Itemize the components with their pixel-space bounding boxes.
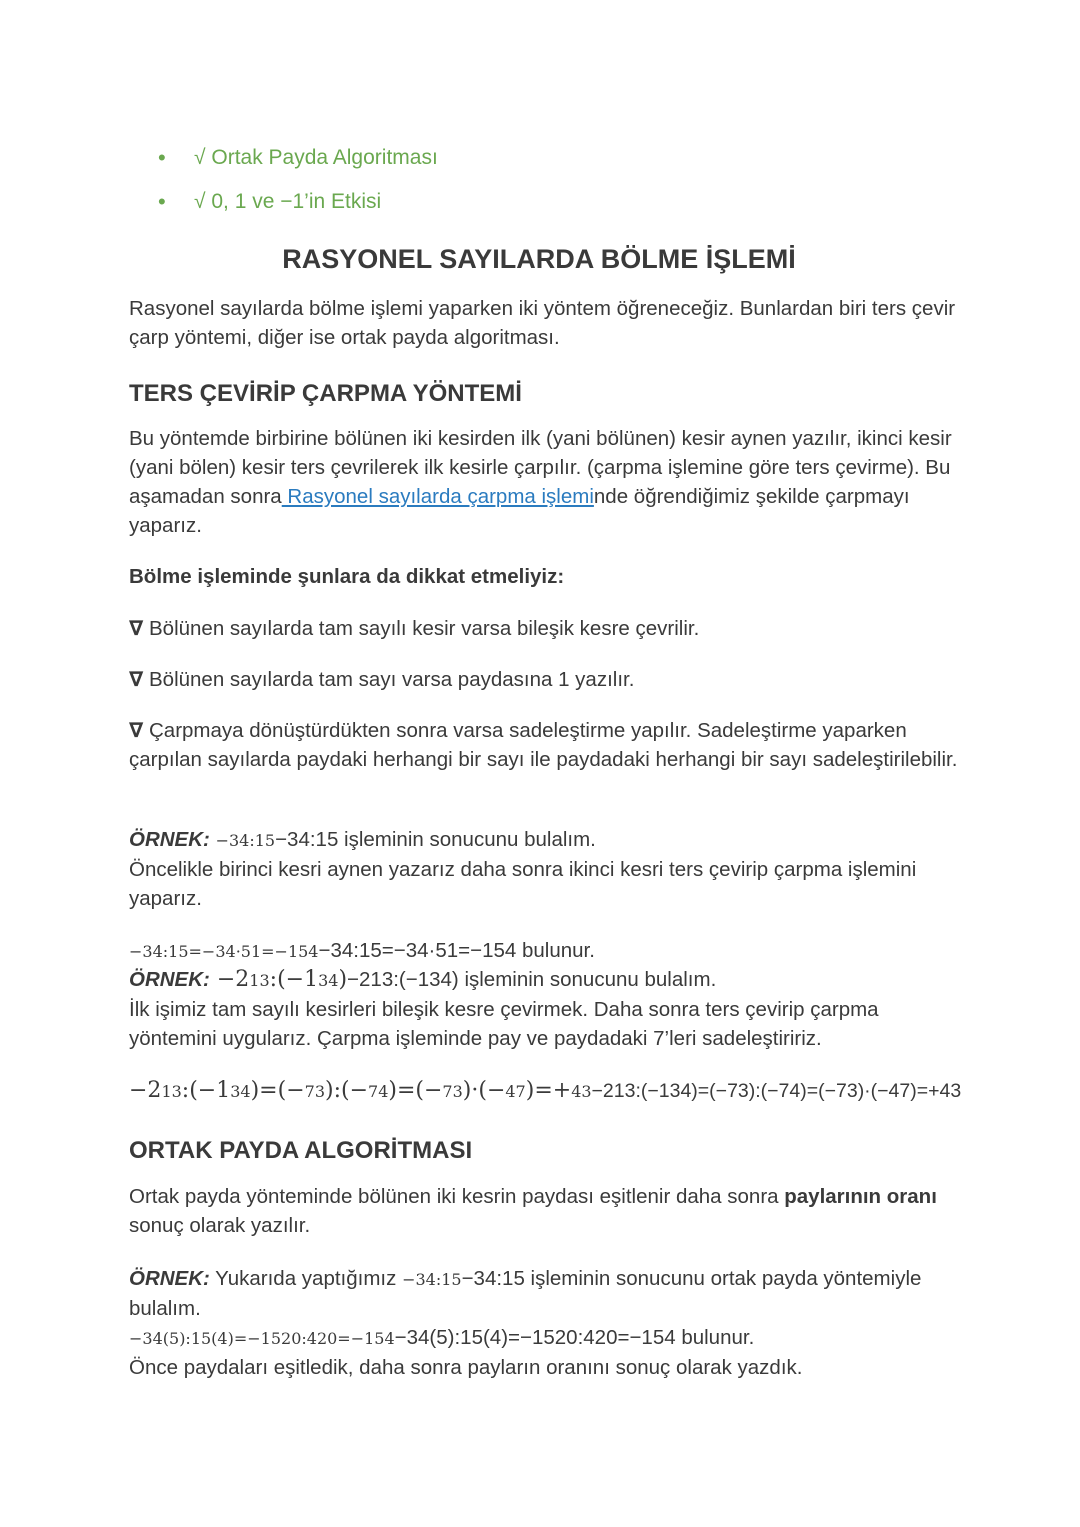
solution-math-part: )=(− — [388, 1078, 443, 1103]
rule-item — [129, 716, 959, 774]
nabla-icon: ∇ — [129, 617, 144, 640]
solution-text: −213:(−134)=(−73):(−74)=(−73)·(−47)=+43 — [591, 1080, 962, 1102]
rule-text: Bölünen sayılarda tam sayılı kesir varsa bileşik kesre çevrilir. — [149, 617, 700, 640]
solution-math-part: 73 — [304, 1082, 325, 1101]
example2 — [129, 965, 959, 1053]
solution-math-part: )·(− — [462, 1078, 506, 1103]
solution-math-part: 74 — [368, 1082, 389, 1101]
bullet-item — [158, 186, 438, 230]
bullet-dot-icon: • — [158, 145, 166, 170]
solution-math-part: 73 — [442, 1082, 463, 1101]
nabla-icon: ∇ — [129, 719, 144, 742]
example-text: −34:15 işleminin sonucunu ortak payda yöntemiyle bulalım. — [129, 1267, 922, 1320]
section2-paragraph — [129, 1182, 959, 1240]
solution-math: −34:15=−34·51=−154 — [129, 942, 319, 961]
example1-solution — [129, 936, 959, 966]
rule-text: Çarpmaya dönüştürdükten sonra varsa sadeleştirme yapılır. Sadeleştirme yaparken çarpılan sayılarda paydaki herhangi bir sayı ile paydadaki herhangi bir sayı sadeleştirilebilir. — [129, 719, 958, 771]
attention-heading: Bölme işleminde şunlara da dikkat etmeliyiz: — [129, 565, 565, 588]
solution-math-part: )=(− — [250, 1078, 305, 1103]
example-explanation: İlk işimiz tam sayılı kesirleri bileşik kesre çevirmek. Daha sonra ters çevirip çarpma yöntemini uygularız. Çarpma işleminde pay ve paydadaki 7’leri sadeleştiririz. — [129, 998, 879, 1050]
example-label: ÖRNEK: — [129, 968, 210, 991]
solution-math-part: 34 — [230, 1082, 251, 1101]
example-math: −34:15 — [215, 831, 276, 850]
section2-text: Ortak payda yönteminde bölünen iki kesrin paydası eşitlenir daha sonra — [129, 1185, 785, 1208]
example-conclusion: Önce paydaları eşitledik, daha sonra payların oranını sonuç olarak yazdık. — [129, 1356, 803, 1379]
solution-text: −34:15=−34·51=−154 bulunur. — [318, 939, 595, 962]
solution-math-part: 43 — [571, 1082, 592, 1101]
solution-math-part: −2 — [129, 1078, 162, 1103]
solution-math: −34(5):15(4)=−1520:420=−154 — [129, 1329, 395, 1348]
section1-text-before-link: Bu yöntemde birbirine bölünen iki kesirden ilk (yani bölünen) kesir aynen yazılır, ikinci kesir (yani bölen) kesir ters çevrilerek ilk kesirle çarpılır. (çarpma işlemine göre ters çevirme). Bu aşamadan sonra — [129, 427, 952, 508]
example1 — [129, 825, 959, 913]
example-text: −213:(−134) işleminin sonucunu bulalım. — [347, 968, 717, 991]
example-explanation: Öncelikle birinci kesri aynen yazarız daha sonra ikinci kesri ters çevirip çarpma işlemini yaparız. — [129, 858, 917, 910]
example-math-part: ) — [338, 967, 348, 992]
section1-text-after-link: nde öğrendiğimiz şekilde çarpmayı yaparız. — [129, 485, 910, 537]
solution-math-part: 13 — [161, 1082, 182, 1101]
rule-item — [129, 614, 959, 643]
section1-heading: TERS ÇEVİRİP ÇARPMA YÖNTEMİ — [129, 380, 522, 407]
summary-bullet-list — [158, 142, 438, 230]
example-math: −34:15 — [402, 1270, 462, 1289]
example-math-part: :(−1 — [269, 967, 319, 992]
example-text: Yukarıda yaptığımız — [209, 1267, 403, 1290]
bullet-item — [158, 142, 438, 186]
solution-math-part: )=+ — [525, 1078, 572, 1103]
example-text: −34:15 işleminin sonucunu bulalım. — [275, 828, 596, 851]
example-math-part: 34 — [318, 971, 339, 990]
solution-math-part: ):(− — [325, 1078, 369, 1103]
example3 — [129, 1264, 959, 1382]
solution-math-part: 47 — [505, 1082, 526, 1101]
rule-text: Bölünen sayılarda tam sayı varsa paydasına 1 yazılır. — [149, 668, 635, 691]
page-title: RASYONEL SAYILARDA BÖLME İŞLEMİ — [282, 244, 796, 274]
example-label: ÖRNEK: — [129, 1267, 210, 1290]
bullet-text: √ 0, 1 ve −1’in Etkisi — [194, 190, 382, 213]
intro-paragraph: Rasyonel sayılarda bölme işlemi yaparken iki yöntem öğreneceğiz. Bunlardan biri ters çevir çarp yöntemi, diğer ise ortak payda algoritması. — [129, 297, 956, 349]
solution-text: −34(5):15(4)=−1520:420=−154 bulunur. — [394, 1326, 755, 1349]
nabla-icon: ∇ — [129, 668, 144, 691]
example-math-part: −2 — [209, 967, 250, 992]
section2-heading: ORTAK PAYDA ALGORİTMASI — [129, 1137, 473, 1164]
rule-item — [129, 665, 959, 694]
solution-math-part: :(−1 — [181, 1078, 231, 1103]
example-label: ÖRNEK: — [129, 828, 210, 851]
example2-solution — [129, 1076, 962, 1106]
bullet-dot-icon: • — [158, 189, 166, 214]
section1-paragraph — [129, 424, 959, 540]
multiplication-link[interactable]: Rasyonel sayılarda çarpma işlemi — [281, 485, 594, 508]
section2-bold-text: paylarının oranı — [784, 1185, 937, 1208]
bullet-text: √ Ortak Payda Algoritması — [194, 146, 438, 169]
section2-text-end: sonuç olarak yazılır. — [129, 1214, 311, 1237]
example-math-part: 13 — [249, 971, 270, 990]
